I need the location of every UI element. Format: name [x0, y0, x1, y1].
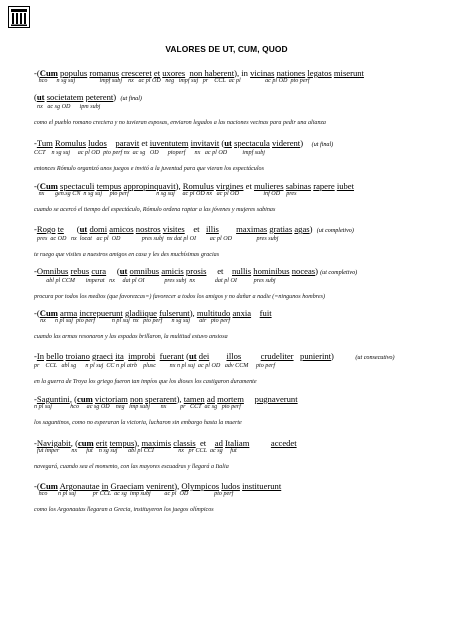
latin-word: mulieres	[253, 181, 284, 191]
sentence-block	[34, 181, 446, 214]
latin-punct: )	[309, 224, 317, 234]
latin-word: vicinas	[250, 68, 275, 78]
latin-punct: -	[34, 138, 37, 148]
latin-word: te	[57, 224, 64, 234]
latin-word: ut	[79, 224, 88, 234]
latin-sentence	[34, 181, 446, 191]
latin-word: fulserunt	[159, 308, 190, 318]
latin-word: noceas	[291, 266, 316, 276]
grammar-annotation: CCT n sg suj ac pl OD pto perf nx ac sg OD ptoperf nx ac pl OD impf subj	[34, 150, 265, 156]
latin-sentence	[34, 224, 446, 236]
latin-punct	[251, 308, 260, 318]
spanish-translation: los saguntinos, como no esperaran la victoria, lucharon sin embargo hasta la muerte	[34, 420, 242, 426]
latin-word: ludos	[88, 138, 107, 148]
latin-punct	[244, 394, 255, 404]
latin-punct: (	[106, 266, 120, 276]
clause-type-note: (ut consecutivo)	[355, 355, 395, 361]
latin-word: romanus	[89, 68, 120, 78]
latin-word: Cum	[39, 481, 58, 491]
latin-word: Italiam	[225, 438, 250, 448]
spanish-translation: procura por todos los medios (que favorezcas=) favorecer a todos los amigos y no dañar a nadie (=ningunos hombres)	[34, 294, 325, 300]
grammar-annotation: nx gen.sg CN n sg suj pto perf n sg suj ac pl OD nx ac pl OD inf OD pres	[34, 191, 297, 197]
latin-word: agas	[294, 224, 310, 234]
latin-word: ut	[224, 138, 232, 148]
latin-word: spectacula	[234, 138, 270, 148]
grammar-annotation: hco n pl suj pr CCL ac sg imp subj ac pl OD pto perf	[34, 491, 234, 497]
latin-word: tempus	[109, 438, 135, 448]
latin-word: accedet	[270, 438, 297, 448]
latin-word: in	[101, 481, 109, 491]
latin-word: arma	[60, 308, 78, 318]
latin-punct: (	[34, 92, 37, 102]
latin-word: invitavit	[190, 138, 220, 148]
latin-word: nostros	[135, 224, 161, 234]
latin-punct: -	[34, 438, 37, 448]
latin-word: ut	[119, 266, 128, 276]
grammar-annotation: n pl suj hco ac sg OD neg imp subj nx pr CCT ac sg pto perf	[34, 404, 241, 410]
latin-word: Navigabit	[36, 438, 71, 448]
latin-word: non haberent	[189, 68, 235, 78]
latin-punct: ),	[174, 481, 182, 491]
latin-word: rebus	[70, 266, 90, 276]
latin-word: instituerunt	[242, 481, 282, 491]
latin-word: fuerant	[159, 351, 184, 361]
latin-punct: -	[34, 224, 37, 234]
spanish-translation: como los Argonautas llegaran a Grecia, instituyeron los juegos olímpicos	[34, 507, 214, 513]
latin-word: iuventutem	[149, 138, 189, 148]
latin-word: illis	[205, 224, 219, 234]
spanish-translation: cuando se acercó el tiempo del espectáculo, Rómulo ordena raptar a las jóvenes y mujeres sabinas	[34, 207, 276, 213]
latin-word: ad	[214, 438, 223, 448]
latin-punct: -	[34, 266, 37, 276]
latin-punct: )	[331, 351, 356, 361]
latin-word: Graeciam	[110, 481, 144, 491]
latin-word: hominibus	[253, 266, 290, 276]
latin-word: Romulus	[54, 138, 87, 148]
latin-word: omnibus	[129, 266, 160, 276]
sentence-block	[34, 438, 446, 471]
latin-word: maximis	[141, 438, 172, 448]
latin-word: nullis	[232, 266, 252, 276]
latin-word: ita	[115, 351, 124, 361]
latin-word: amicos	[109, 224, 134, 234]
latin-sentence	[34, 438, 446, 448]
latin-word: iubet	[336, 181, 355, 191]
grammar-annotation: pr CCL abl sg n pl suj CC n pl atrb plusc nx n pl suj ac pl OD adv CCM pto perf	[34, 363, 276, 369]
latin-word: Argonautae	[59, 481, 100, 491]
latin-punct: -(	[34, 68, 40, 78]
latin-punct: -(	[34, 481, 40, 491]
spanish-translation: entonces Rómulo organizó unos juegos e invitó a la juventud para que vieran los espectáculos	[34, 166, 264, 172]
latin-word: troiano	[65, 351, 90, 361]
latin-punct: )	[113, 92, 121, 102]
latin-sentence	[34, 394, 446, 404]
latin-word: Romulus	[182, 181, 214, 191]
latin-word: cum	[77, 438, 94, 448]
latin-punct: -	[34, 351, 37, 361]
latin-word: viderent	[272, 138, 301, 148]
latin-word: appropinquavit	[123, 181, 176, 191]
latin-word: increpuerunt	[79, 308, 123, 318]
latin-punct	[209, 351, 226, 361]
latin-word: gratias	[269, 224, 293, 234]
latin-word: illos	[226, 351, 242, 361]
latin-punct: )	[300, 138, 312, 148]
latin-punct	[249, 438, 270, 448]
latin-word: nationes	[276, 68, 306, 78]
latin-punct: )	[315, 266, 321, 276]
latin-word: rapere	[313, 181, 335, 191]
latin-word: classis	[173, 438, 196, 448]
latin-punct: -(	[34, 308, 40, 318]
latin-sentence	[34, 351, 446, 363]
latin-word: gladiique	[124, 308, 157, 318]
spanish-translation: navegará, cuando sea el momento, con las mayores escuadras y llegará a Italia	[34, 464, 229, 470]
latin-word: paravit	[115, 138, 140, 148]
latin-word: non	[130, 394, 143, 404]
latin-word: legatos	[307, 68, 332, 78]
latin-punct: , (	[70, 438, 78, 448]
latin-punct	[219, 224, 236, 234]
latin-punct: , (	[69, 394, 77, 404]
latin-punct	[298, 394, 302, 404]
latin-punct: et	[243, 181, 254, 191]
latin-punct: (	[183, 351, 189, 361]
latin-word: Olympicos	[181, 481, 220, 491]
latin-word: sperarent	[145, 394, 177, 404]
clause-type-note: (ut completivo)	[320, 270, 358, 276]
grammar-annotation: hco n sg suj impf subj nx ac pl OD neg impf suj pr CCL ac pl ac pl OD pto perf	[34, 78, 310, 84]
latin-sentence	[34, 266, 446, 278]
latin-word: pugnaverunt	[254, 394, 298, 404]
latin-word: cresceret	[121, 68, 152, 78]
latin-word: tempus	[96, 181, 122, 191]
clause-type-note: (ut final)	[120, 96, 142, 102]
clause-type-note: (ut completivo)	[316, 228, 354, 234]
latin-subordinate-clause	[34, 92, 446, 104]
grammar-annotation: abl pl CCM imperat nx dat pl OI pres subj nx dat pl OI pres subj	[34, 278, 276, 284]
latin-word: Omnibus	[36, 266, 69, 276]
latin-word: crudeliter	[260, 351, 294, 361]
sentence-block	[34, 68, 446, 127]
latin-word: populus	[60, 68, 88, 78]
latin-word: ad	[206, 394, 216, 404]
latin-punct: ),	[175, 181, 183, 191]
latin-word: tamen	[183, 394, 205, 404]
sentence-block	[34, 308, 446, 341]
latin-word: erit	[95, 438, 108, 448]
latin-word: et	[153, 68, 161, 78]
spanish-translation: cuando las armas resonaron y las espadas brillaron, la multitud estuvo ansiosa	[34, 334, 228, 340]
latin-punct: -(	[34, 181, 40, 191]
latin-word: improbi	[128, 351, 156, 361]
latin-punct: et	[184, 224, 206, 234]
latin-word: punierint	[300, 351, 332, 361]
latin-word: domi	[89, 224, 108, 234]
seal-logo-icon	[8, 6, 30, 28]
latin-word: sabinas	[285, 181, 312, 191]
latin-word: Cum	[39, 181, 58, 191]
latin-punct	[241, 351, 260, 361]
latin-punct: et	[195, 438, 215, 448]
latin-punct: ),	[176, 394, 184, 404]
latin-word: Rogo	[36, 224, 56, 234]
latin-word: ut	[36, 92, 45, 102]
latin-word: cura	[91, 266, 107, 276]
latin-sentence	[34, 481, 446, 491]
page-title: VALORES DE UT, CUM, QUOD	[165, 44, 288, 54]
spanish-translation: como el pueblo romano creciera y no tuvieran esposas, enviaron legados a las naciones vecinas para pedir una alianza	[34, 120, 326, 126]
latin-punct: (	[63, 224, 80, 234]
spanish-translation: te ruego que visites a nuestros amigos en casa y les des muchísimas gracias	[34, 252, 220, 258]
latin-word: graeci	[92, 351, 114, 361]
latin-word: multitudo	[196, 308, 231, 318]
latin-word: In	[36, 351, 45, 361]
latin-word: cum	[77, 394, 93, 404]
grammar-annotation: fut imper nx fut n sg suj abl pl CCI nx pr CCL ac sg fut	[34, 448, 237, 454]
latin-word: ut	[188, 351, 197, 361]
latin-punct: (	[219, 138, 225, 148]
latin-word: virgines	[215, 181, 244, 191]
sentence-block	[34, 351, 446, 386]
grammar-annotation: nx ac sg OD ipm subj	[34, 104, 101, 110]
latin-punct: et	[206, 266, 232, 276]
sentence-block	[34, 138, 446, 173]
latin-punct: -	[34, 394, 37, 404]
latin-punct: et	[139, 138, 150, 148]
clause-type-note: (ut final)	[311, 142, 334, 148]
latin-word: Cum	[39, 308, 58, 318]
latin-word: dei	[198, 351, 210, 361]
grammar-annotation: pres ac OD nx locat ac pl OD pres subj nx dat pl OI ac pl OD pres subj	[34, 236, 279, 242]
sentence-block	[34, 481, 446, 514]
grammar-annotation: nx n pl suj pto perf n pl suj nx pto perf n sg suj atr pto perf	[34, 318, 231, 324]
latin-word: Saguntini	[36, 394, 70, 404]
latin-word: fuit	[259, 308, 272, 318]
latin-word: ludos	[221, 481, 240, 491]
latin-word: maximas	[236, 224, 268, 234]
sentence-block	[34, 266, 446, 301]
latin-word: mortem	[217, 394, 244, 404]
latin-word: visites	[162, 224, 185, 234]
latin-punct: ), in	[234, 68, 251, 78]
latin-sentence	[34, 68, 446, 78]
latin-punct: ),	[134, 438, 142, 448]
latin-word: Tum	[36, 138, 53, 148]
latin-word: miserunt	[333, 68, 364, 78]
latin-word: venirent	[146, 481, 175, 491]
latin-word: Cum	[39, 68, 58, 78]
latin-word: victoriam	[94, 394, 128, 404]
sentence-block	[34, 224, 446, 259]
latin-word: spectaculi	[60, 181, 95, 191]
latin-word: uxores	[162, 68, 186, 78]
latin-word: prosis	[185, 266, 207, 276]
latin-punct: ),	[189, 308, 197, 318]
latin-word: peterent	[85, 92, 114, 102]
sentence-block	[34, 394, 446, 427]
spanish-translation: en la guerra de Troya los griego fueron tan impíos que los dioses los castigaron duramente	[34, 379, 257, 385]
latin-word: anxia	[232, 308, 252, 318]
latin-word: amicis	[161, 266, 184, 276]
latin-word: societatem	[46, 92, 84, 102]
latin-sentence	[34, 138, 446, 150]
latin-sentence	[34, 308, 446, 318]
latin-word: bello	[46, 351, 64, 361]
